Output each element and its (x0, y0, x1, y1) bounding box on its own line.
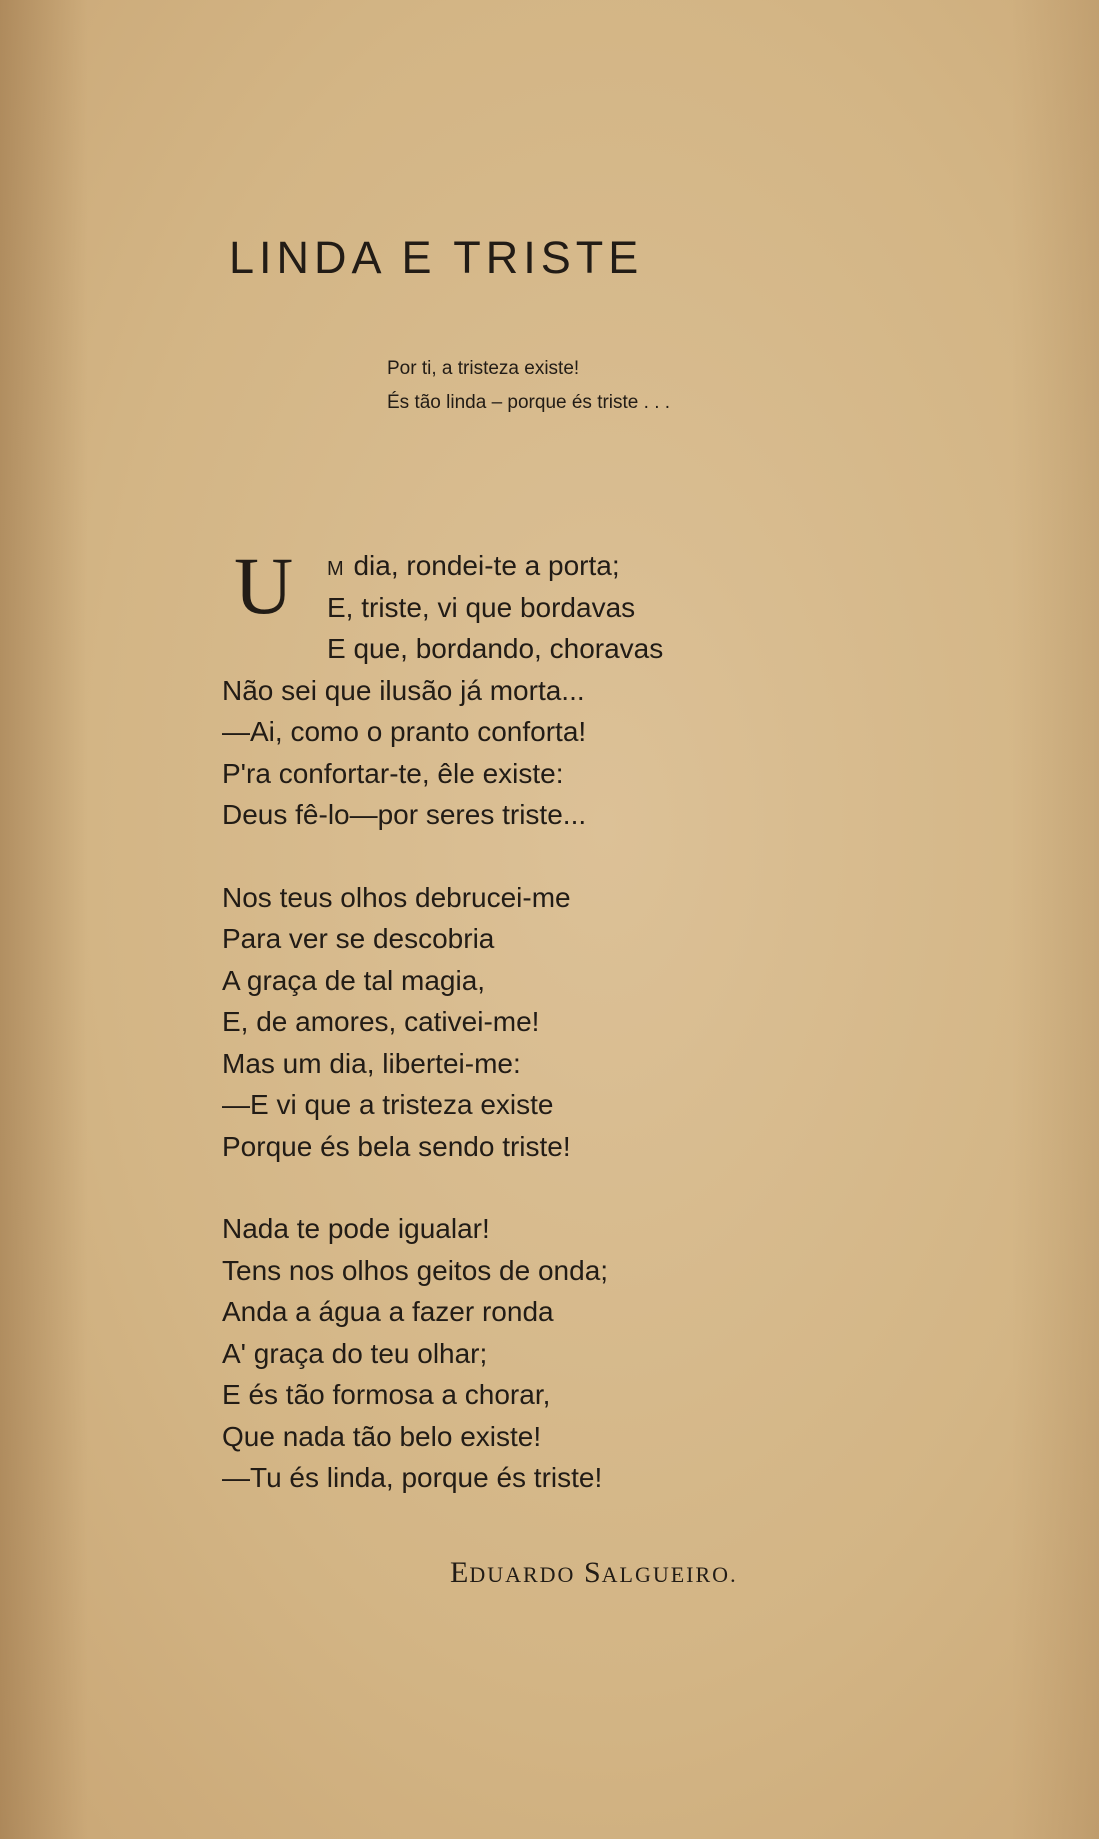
signature-initial: S (583, 1556, 602, 1589)
stanza-3 (222, 1208, 663, 1499)
poem-line: A graça de tal magia, (222, 964, 486, 996)
poem-line: E, de amores, cativei-me! (222, 1006, 540, 1037)
poem-line: Anda a água a fazer ronda (222, 1296, 554, 1327)
poem-line: Deus fê-lo—por seres triste... (222, 799, 587, 830)
poem-title: LINDA E TRISTE (229, 232, 644, 283)
poem-line: —Ai, como o pranto conforta! (222, 716, 587, 747)
poem-line: Mas um dia, libertei-me: (222, 1047, 521, 1079)
poem-line: Não sei que ilusão já morta... (222, 674, 585, 706)
stanza-opening (222, 540, 664, 670)
poem-line: Porque és bela sendo triste! (222, 1130, 571, 1162)
signature-last-name: ALGUEIRO. (601, 1562, 738, 1587)
stanza-2 (222, 877, 663, 1168)
author-signature (450, 1556, 738, 1590)
poem-line: Que nada tão belo existe! (222, 1420, 542, 1452)
poem-line: A' graça do teu olhar; (222, 1337, 488, 1369)
stanza-1 (222, 540, 664, 836)
poem-line: E que, bordando, choravas (327, 633, 664, 664)
signature-initial: E (450, 1556, 470, 1589)
poem-line: Nos teus olhos debrucei-me (222, 881, 571, 913)
signature-first-name: DUARDO (469, 1562, 576, 1587)
poem-body (222, 540, 664, 1499)
poem-line: Nada te pode igualar! (222, 1213, 490, 1244)
poem-line: —Tu és linda, porque és triste! (222, 1462, 603, 1493)
poem-line: P'ra confortar-te, êle existe: (222, 757, 564, 789)
small-caps-letter: M (327, 558, 346, 580)
epigraph (387, 352, 670, 420)
poem-line: Tens nos olhos geitos de onda; (222, 1254, 609, 1286)
epigraph-line: Por ti, a tristeza existe! (387, 358, 580, 379)
line-text: dia, rondei-te a porta; (345, 550, 620, 581)
poem-line: Para ver se descobria (222, 923, 495, 954)
poem-line: E, triste, vi que bordavas (327, 591, 636, 623)
poem-line: —E vi que a tristeza existe (222, 1089, 554, 1120)
drop-cap: U (234, 540, 294, 631)
epigraph-line: És tão linda – porque és triste . . . (387, 392, 671, 413)
poem-line: E és tão formosa a chorar, (222, 1379, 551, 1410)
